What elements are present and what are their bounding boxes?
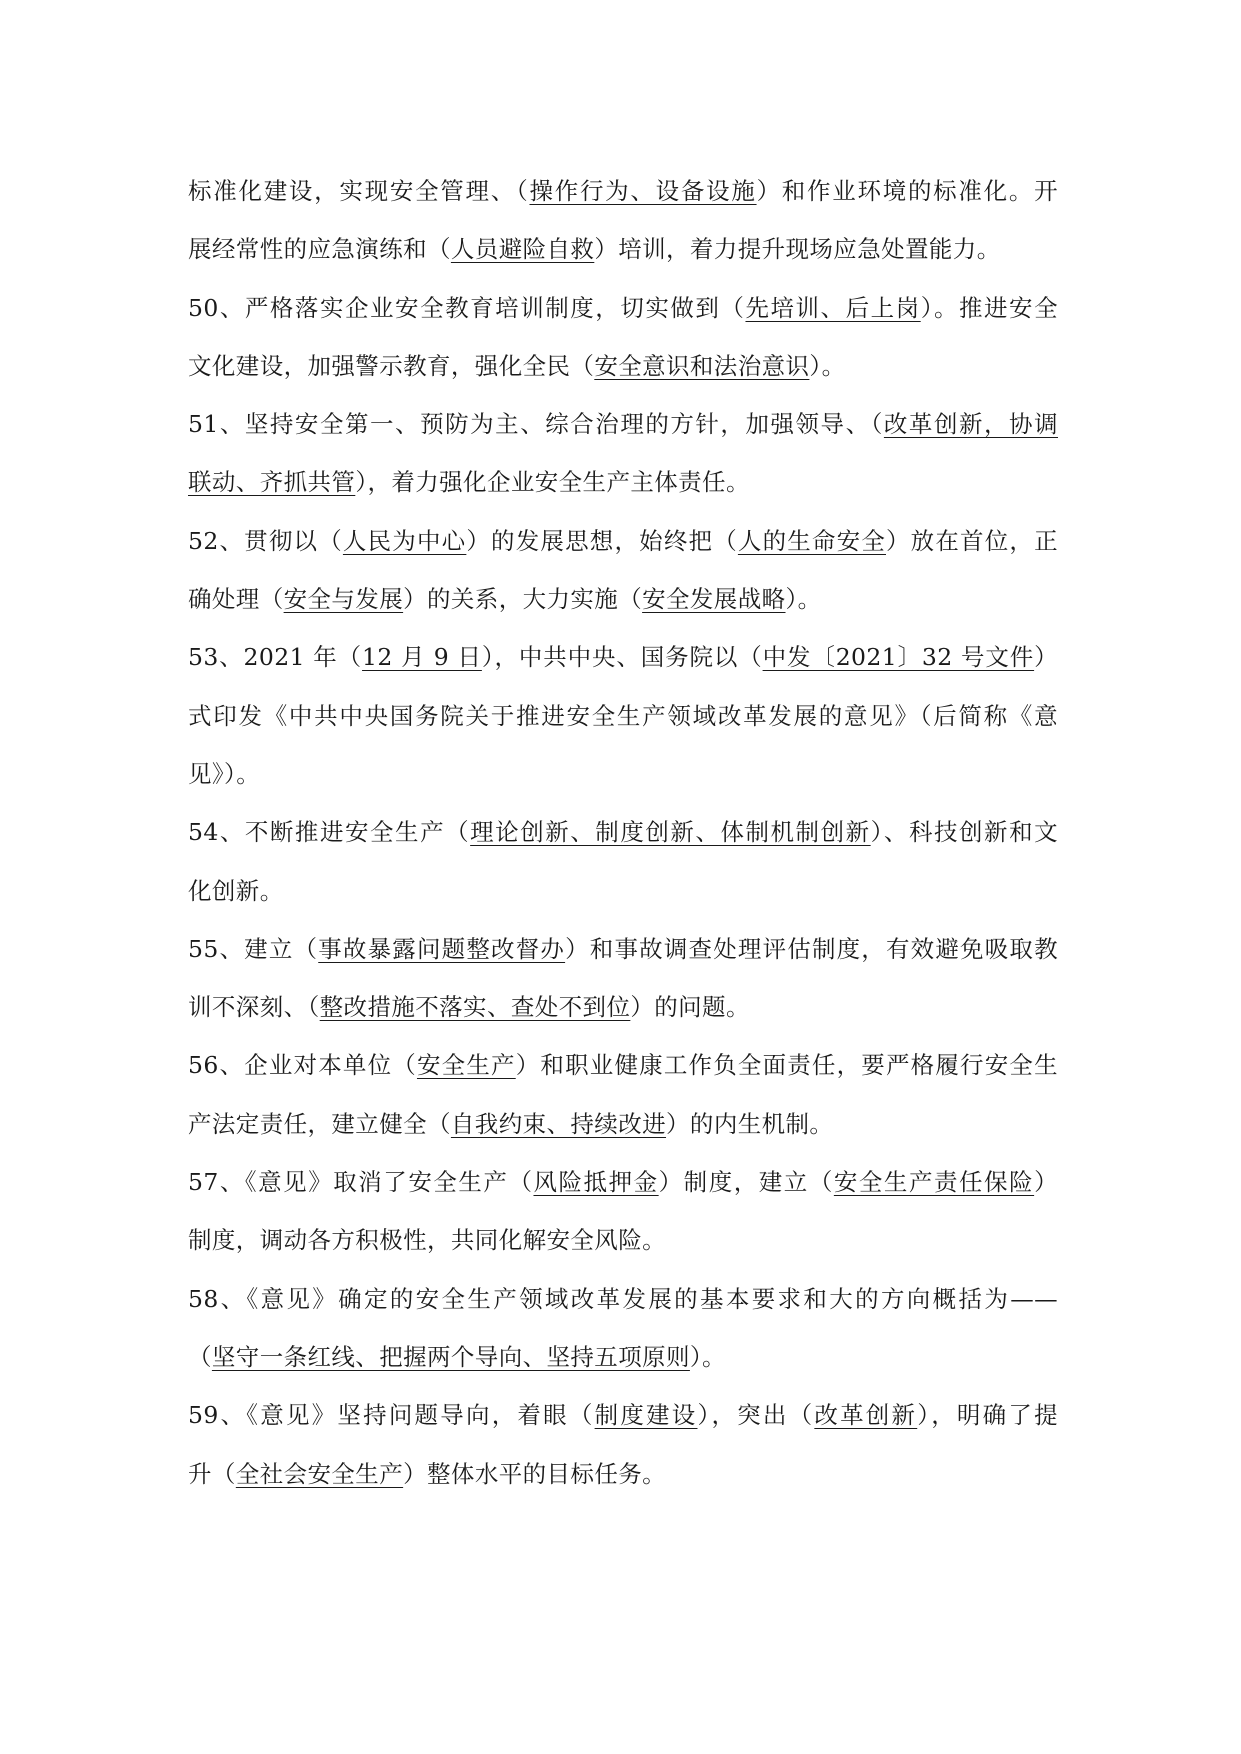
- text-line: [188, 1153, 1058, 1211]
- body-text: 52、贯彻以（: [188, 526, 343, 555]
- body-text: 化创新。: [188, 876, 284, 905]
- body-text: 制度，调动各方积极性，共同化解安全风险。: [188, 1226, 666, 1255]
- body-text: ）。: [809, 351, 846, 380]
- body-text: 53、2021 年（: [188, 643, 363, 672]
- answer-text: 先培训、后上岗: [745, 293, 921, 322]
- body-text: ）放在首位，正: [886, 526, 1058, 555]
- answer-text: 中发〔2021〕32 号文件: [762, 643, 1035, 672]
- answer-text: 12 月 9 日: [362, 643, 482, 672]
- body-text: 51、坚持安全第一、预防为主、综合治理的方针，加强领导、（: [188, 410, 884, 439]
- text-line: [188, 1328, 1058, 1386]
- body-text: ）的内生机制。: [666, 1109, 834, 1138]
- body-text: 50、严格落实企业安全教育培训制度，切实做到（: [188, 293, 746, 322]
- body-text: ）制度，建立（: [658, 1168, 834, 1197]
- answer-text: 制度建设: [594, 1401, 698, 1430]
- text-line: [188, 1386, 1058, 1444]
- text-line: [188, 512, 1058, 570]
- body-text: ）的发展思想，始终把（: [466, 526, 738, 555]
- body-text: ）: [1034, 1168, 1058, 1197]
- body-text: ）和作业环境的标准化。开: [756, 177, 1058, 205]
- body-text: 55、建立（: [188, 934, 319, 963]
- body-text: 确处理（: [188, 585, 284, 614]
- text-line: [188, 337, 1058, 395]
- body-text: 58、《意见》确定的安全生产领域改革发展的基本要求和大的方向概括为——: [188, 1284, 1058, 1313]
- text-line: [188, 920, 1058, 978]
- body-text: ）和事故调查处理评估制度，有效避免吸取教: [565, 934, 1058, 963]
- body-text: 产法定责任，建立健全（: [188, 1109, 451, 1138]
- text-line: [188, 570, 1058, 628]
- text-line: [188, 803, 1058, 861]
- answer-text: 安全生产: [416, 1051, 516, 1080]
- body-text: 升（: [188, 1459, 236, 1488]
- body-text: ）。: [785, 585, 822, 614]
- text-line: [188, 745, 1058, 803]
- answer-text: 改革创新: [814, 1401, 918, 1430]
- body-text: ）的问题。: [630, 993, 750, 1022]
- text-line: [188, 1211, 1058, 1269]
- text-line: [188, 862, 1058, 920]
- body-text: 式印发《中共中央国务院关于推进安全生产领域改革发展的意见》（后简称《意: [188, 701, 1058, 730]
- answer-text: 人民为中心: [342, 526, 467, 555]
- body-text: ）的关系，大力实施（: [403, 585, 643, 614]
- body-text: 文化建设，加强警示教育，强化全民（: [188, 351, 595, 380]
- answer-text: 操作行为、设备设施: [529, 177, 757, 205]
- text-line: [188, 1270, 1058, 1328]
- body-text: ），中共中央、国务院以（: [481, 643, 763, 672]
- text-line: [188, 162, 1058, 220]
- answer-text: 联动、齐抓共管: [188, 468, 356, 497]
- body-text: ），着力强化企业安全生产主体责任。: [355, 468, 750, 497]
- body-text: ）。推进安全: [920, 293, 1058, 322]
- answer-text: 人的生命安全: [737, 526, 886, 555]
- answer-text: 全社会安全生产: [235, 1459, 404, 1488]
- answer-text: 风险抵押金: [533, 1168, 659, 1197]
- answer-text: 自我约束、持续改进: [450, 1109, 667, 1138]
- body-text: ）: [1034, 643, 1058, 672]
- text-line: [188, 1036, 1058, 1094]
- body-text: 展经常性的应急演练和（: [188, 235, 451, 264]
- answer-text: 安全与发展: [283, 585, 404, 614]
- body-text: 54、不断推进安全生产（: [188, 818, 471, 847]
- body-text: ）和职业健康工作负全面责任，要严格履行安全生: [515, 1051, 1058, 1080]
- text-line: [188, 1445, 1058, 1503]
- text-line: [188, 687, 1058, 745]
- body-text: ），明确了提: [917, 1401, 1058, 1430]
- answer-text: 坚守一条红线、把握两个导向、坚持五项原则: [211, 1342, 690, 1371]
- body-text: 训不深刻、（: [188, 993, 320, 1022]
- text-line: [188, 628, 1058, 686]
- text-line: [188, 978, 1058, 1036]
- text-line: [188, 453, 1058, 511]
- answer-text: 改革创新，协调: [883, 410, 1058, 439]
- answer-text: 安全生产责任保险: [833, 1168, 1035, 1197]
- text-line: [188, 395, 1058, 453]
- body-text: ）。: [689, 1342, 726, 1371]
- body-text: ）整体水平的目标任务。: [403, 1459, 667, 1488]
- body-text: ），突出（: [697, 1401, 815, 1430]
- body-text: （: [188, 1342, 212, 1371]
- body-text: 见》）。: [188, 759, 261, 788]
- body-text: 56、企业对本单位（: [188, 1051, 417, 1080]
- body-text: 57、《意见》取消了安全生产（: [188, 1168, 534, 1197]
- text-line: [188, 279, 1058, 337]
- document-body: [188, 162, 1058, 1503]
- answer-text: 人员避险自救: [450, 235, 595, 264]
- body-text: ）培训，着力提升现场应急处置能力。: [594, 235, 1001, 264]
- body-text: 59、《意见》坚持问题导向，着眼（: [188, 1401, 595, 1430]
- answer-text: 理论创新、制度创新、体制机制创新: [470, 818, 871, 847]
- body-text: ）、科技创新和文: [870, 818, 1058, 847]
- answer-text: 事故暴露问题整改督办: [318, 934, 566, 963]
- answer-text: 安全发展战略: [642, 585, 786, 614]
- answer-text: 安全意识和法治意识: [594, 351, 810, 380]
- text-line: [188, 220, 1058, 278]
- answer-text: 整改措施不落实、查处不到位: [319, 993, 631, 1022]
- body-text: 标准化建设，实现安全管理、（: [188, 177, 530, 205]
- text-line: [188, 1095, 1058, 1153]
